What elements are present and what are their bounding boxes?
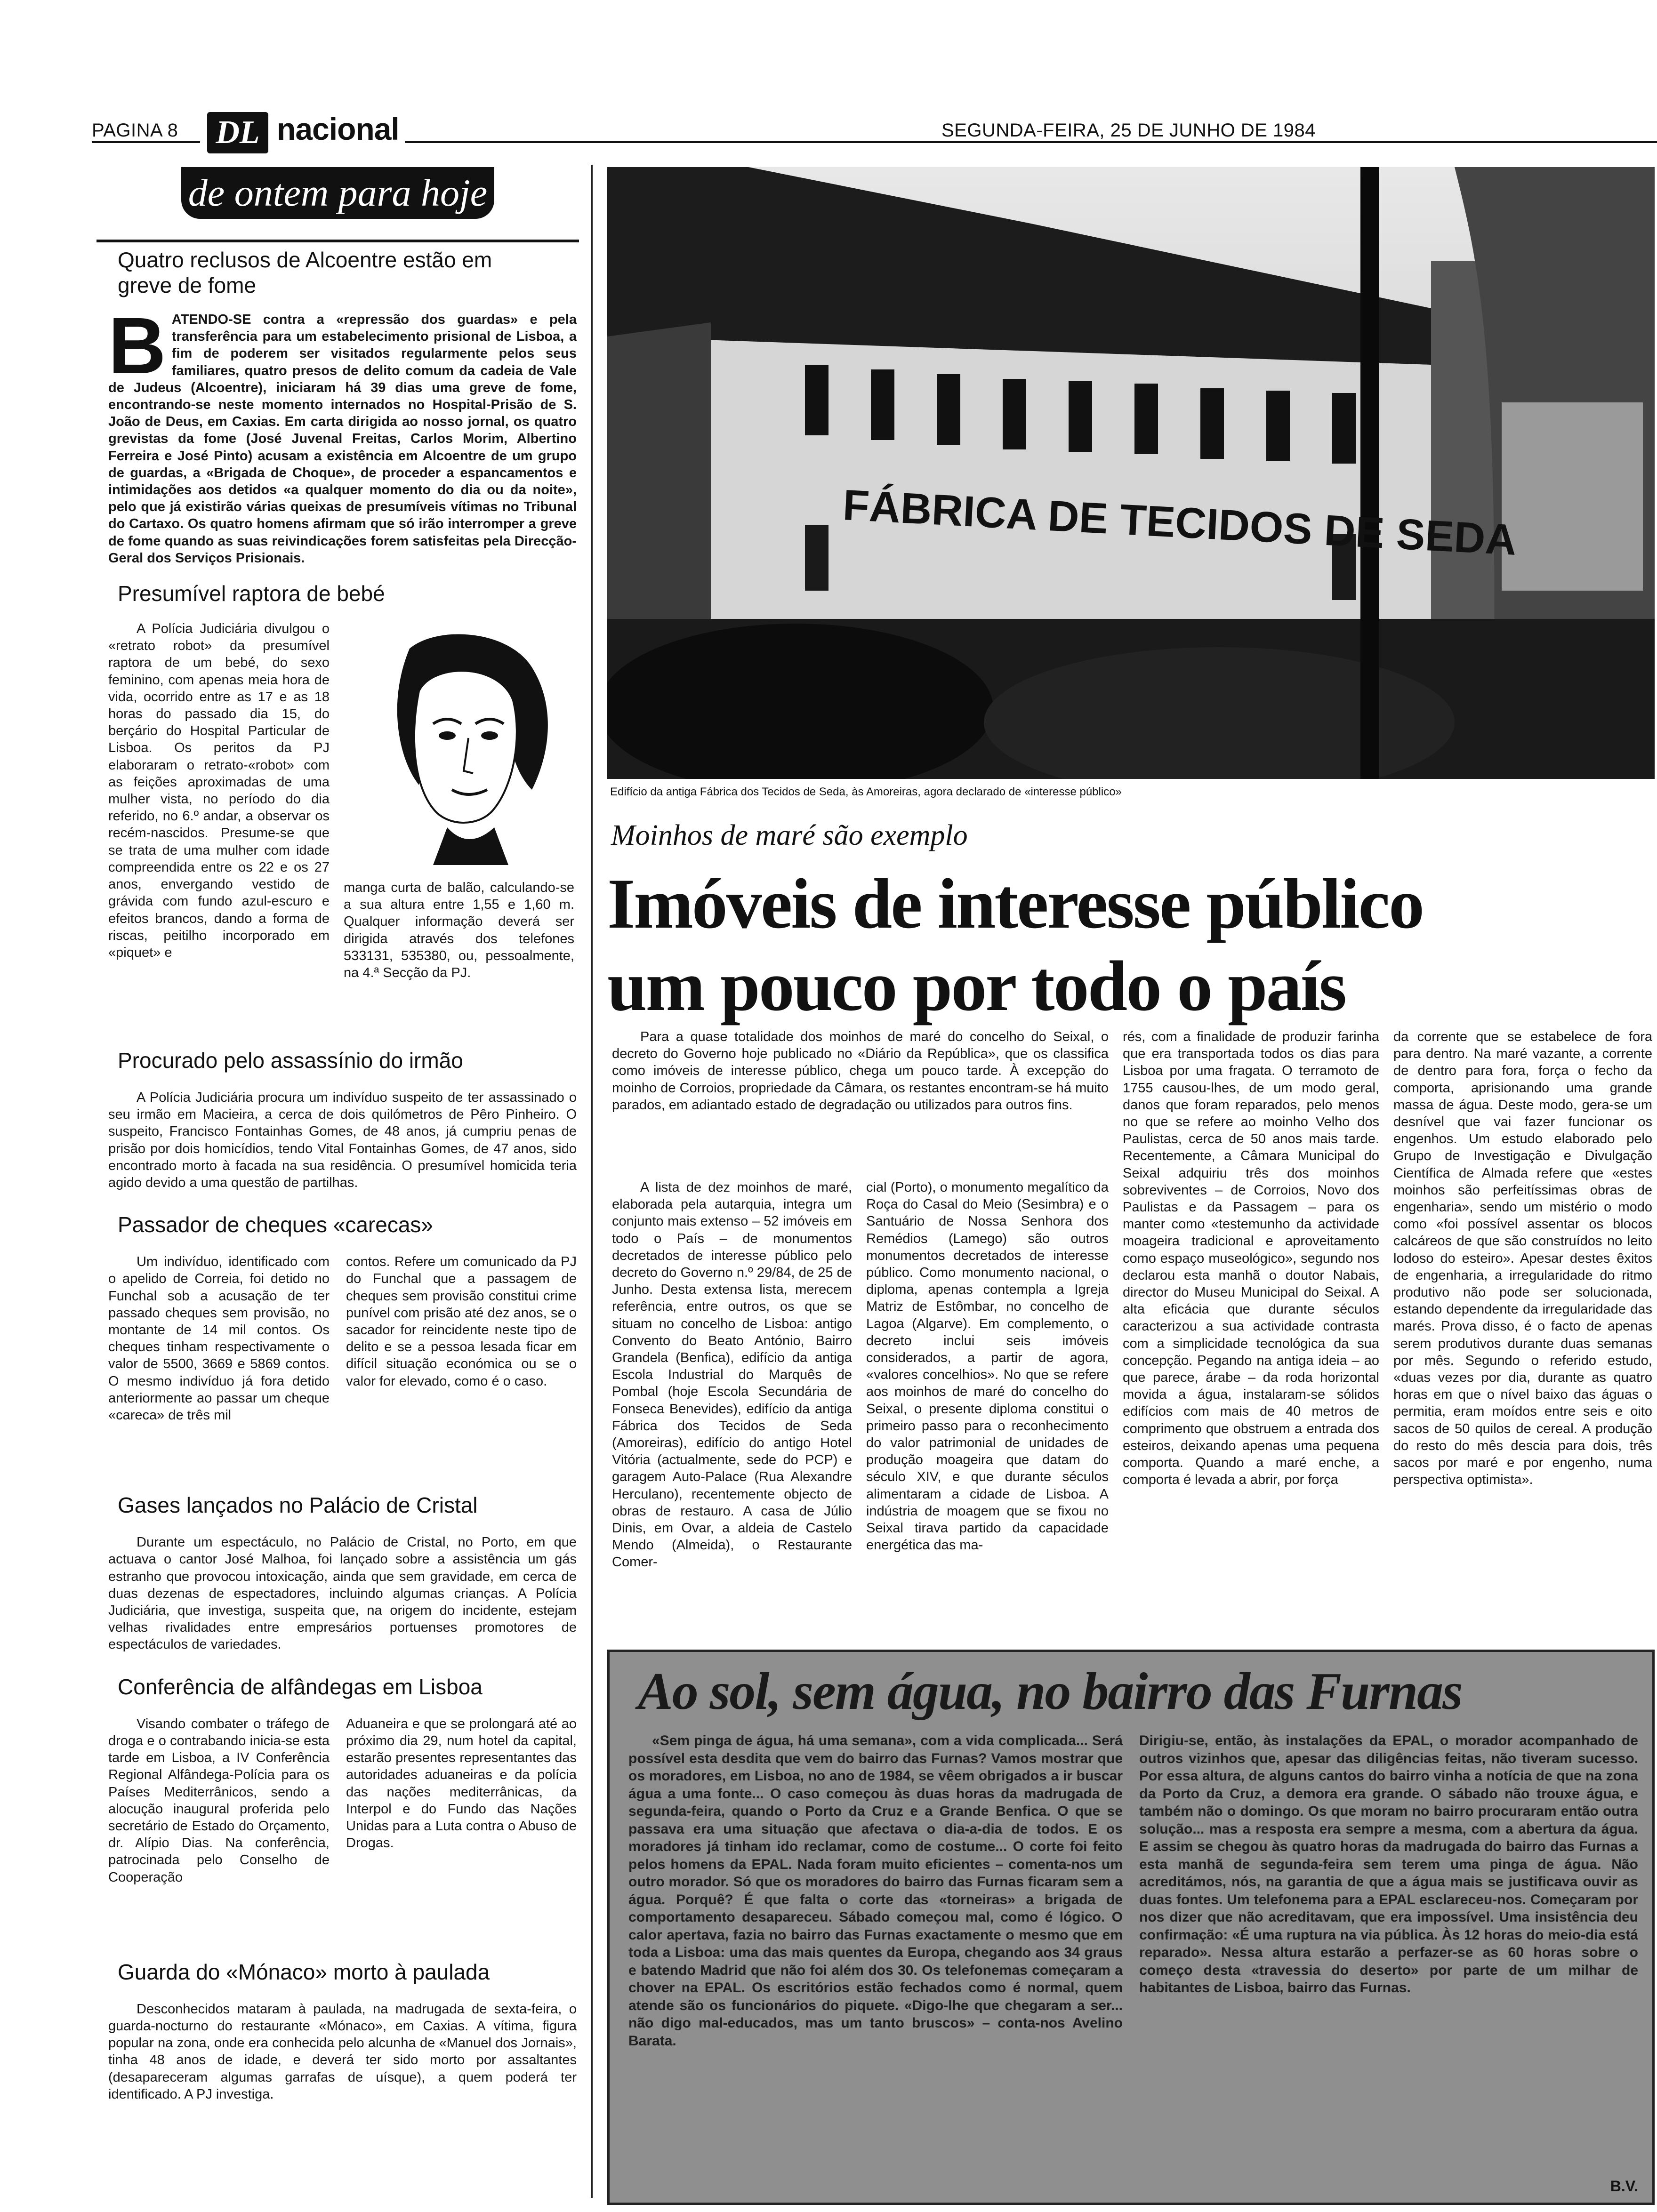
article-title-assassinio: Procurado pelo assassínio do irmão: [118, 1048, 463, 1073]
furnas-signature: B.V.: [1610, 2178, 1638, 2195]
article-title-monaco: Guarda do «Mónaco» morto à paulada: [118, 1959, 490, 1984]
article-text-cheques-b: contos. Refere um comunicado da PJ do Funchal que a passagem de cheques sem provisão constitui crime punível com prisão até dez anos, se o sacador for reincidente neste tipo de delito e se a pessoa lesada ficar em difícil situação económica ou se o valor for elevado, como é o caso.: [346, 1254, 577, 1389]
article-text-gases: Durante um espectáculo, no Palácio de Cristal, no Porto, em que actuava o cantor José Malhoa, foi lançado sobre a assistência um gás estranho que provocou intoxicação, ainda que sem gravidade, em cerca de duas dezenas de espectadores, incluindo algumas crianças. A Polícia Judiciária, que investiga, suspeita que, na origem do incidente, estejam velhas rivalidades entre empresários portuenses promotores de espectáculos de variedades.: [108, 1535, 577, 1652]
main-lead: Para a quase totalidade dos moinhos de maré do concelho do Seixal, o decreto do Governo hoje publicado no «Diário da República», que os classifica como imóveis de interesse público, chega um pouco tarde. À excepção do moinho de Corroios, propriedade da Câmara, os restantes encontram-se há muito parados, em adiantado estado de degradação ou utilizados para outros fins.: [612, 1029, 1109, 1113]
kicker: Moinhos de maré são exemplo: [611, 819, 968, 851]
left-column: [108, 247, 577, 2103]
furnas-title: Ao sol, sem água, no bairro das Furnas: [638, 1662, 1462, 1721]
left-banner-title: de ontem para hoje: [188, 171, 488, 214]
page-number: PAGINA 8: [92, 120, 178, 141]
furnas-col-1: «Sem pinga de água, há uma semana», com a vida complicada... Será possível esta desdita que vem do bairro das Furnas? Vamos mostrar que os moradores, em Lisboa, no ano de 1984, se vêem obrigados a ir buscar água a uma fonte... O caso começou às duas horas da madrugada de segunda-feira, quando o Porto da Cruz e a Grande Benfica. O que se passava era uma situação que afectava o dia-a-dia de todos. E os moradores já tinham ido reclamar, como de costume... O corte foi feito pelos homens da EPAL. Nada foram muito eficientes – comenta-nos um outro morador. Só que os moradores do bairro das Furnas ficaram sem a água. Porquê? É que falta o corte das «torneiras» a brigada de comportamento desapareceu. Sábado começou mal, como é lógico. O calor apertava, fazia no bairro das Furnas exactamente o mesmo que em toda a Lisboa: uma das mais quentes da Europa, chegando aos 34 graus e batendo Madrid que não foi além dos 30. Os telefonemas começaram a chover na EPAL. Os escritórios estão fechados como é normal, quem atende são os funcionários do piquete. «Digo-lhe que chegaram a ser... não digo mal-educados, mas um tanto bruscos» – conta-nos Avelino Barata.: [628, 1733, 1123, 2049]
furnas-col-2: Dirigiu-se, então, às instalações da EPAL, o morador acompanhado de outros vizinhos que, apesar das diligências feitas, não tiveram sucesso. Por essa altura, de alguns cantos do bairro vinha a notícia de que na zona da Porto da Cruz, a demora era grande. O sábado não trouxe água, e também não o domingo. Os que moram no bairro procuraram então outra solução... mas a resposta era sempre a mesma, com a abertura da água. E assim se chegou às quatro horas da madrugada do bairro das Furnas a esta manhã de segunda-feira sem terem uma pinga de água. Não acreditámos, nós, na garantia de que a água mais se justificava ouvir as duas fontes. Um telefonema para a EPAL esclareceu-nos. Começaram por nos dizer que não acreditavam, que era impossível. Uma insistência deu confirmação: «É uma ruptura na via pública. Às 12 horas do meio-dia está reparado». Nessa altura estarão a perfazer-se as 60 horas sobre o começo desta «travessia do deserto» por parte de um milhar de habitantes de Lisboa, bairro das Furnas.: [1139, 1733, 1638, 1996]
article-title-alfandegas: Conferência de alfândegas em Lisboa: [118, 1674, 483, 1699]
section-name: nacional: [277, 112, 399, 146]
article-text-assassinio: A Polícia Judiciária procura um indivíduo suspeito de ter assassinado o seu irmão em Macieira, a cerca de dois quilómetros de Pêro Pinheiro. O suspeito, Francisco Fontainhas Gomes, de 48 anos, já cumpriu penas de prisão por dois homicídios, tendo Vital Fontainhas Gomes, de 47 anos, sido encontrado morto à facada na sua residência. O presumível homicida teria agido devido a uma questão de partilhas.: [108, 1090, 577, 1191]
header-rule-right: [405, 141, 1657, 143]
headline-line-1: Imóveis de interesse público: [607, 864, 1423, 943]
furnas-box: [607, 1650, 1655, 2205]
article-text-alfandegas-b: Aduaneira e que se prolongará até ao próximo dia 29, num hotel da capital, estarão presentes representantes das autoridades aduaneiras e da polícia das nações mediterrânicas, da Interpol e do Fundo das Nações Unidas para a Luta contra o Abuso de Drogas.: [346, 1716, 577, 1851]
article-text-raptora-a: A Polícia Judiciária divulgou o «retrato robot» da presumível raptora de um bebé, do sexo feminino, com apenas meia hora de vida, ocorrido entre as 17 e as 18 horas do passado dia 15, do berçário do Hospital Particular de Lisboa. Os peritos da PJ elaboraram o retrato-«robot» com as feições aproximadas de uma mulher vista, no período do dia referido, no 6.º andar, a observar os recém-nascidos. Presume-se que se trata de uma mulher com idade compreendida entre os 22 e os 27 anos, envergando vestido de grávida com fundo azul-escuro e efeitos brancos, dando a forma de riscas, peitilho incorporado em «piquet» e: [108, 621, 330, 960]
article-cheques: [108, 1253, 577, 1484]
robot-portrait: [353, 630, 570, 865]
article-alfandegas: [108, 1715, 577, 1951]
logo-letters: DL: [216, 114, 260, 151]
article-title-raptora: Presumível raptora de bebé: [118, 581, 385, 606]
main-col-2: cial (Porto), o monumento megalítico da Roça do Casal do Meio (Sesimbra) e o Santuário de Nossa Senhora dos Remédios (Lamego) são outros monumentos decretados de interesse público. Como monumento nacional, o diploma, apenas contempla a Igreja Matriz de Estômbar, no concelho de Lagoa (Algarve). Em complemento, o decreto inclui seis imóveis considerados, a partir de agora, «valores concelhios». No que se refere aos moinhos de maré do concelho do Seixal, o presente diploma constitui o primeiro passo para o reconhecimento do valor patrimonial de unidades de produção moageira que datam do século XIV, e que durante séculos alimentaram a cidade de Lisboa. A indústria de moagem que se fixou no Seixal tirava partido da capacidade energética das ma-: [866, 1180, 1109, 1553]
article-raptora: [108, 620, 577, 1034]
column-divider: [591, 165, 593, 2198]
article-alcoentre: [108, 301, 577, 567]
article-title-alcoentre: Quatro reclusos de Alcoentre estão em greve de fome: [118, 248, 492, 297]
main-col-1: A lista de dez moinhos de maré, elaborada pela autarquia, integra um conjunto mais extenso – 52 imóveis em todo o País – de monumentos decretados de interesse público pelo decreto do Governo n.º 29/84, de 25 de Junho. Desta extensa lista, merecem referência, entre outros, os que se situam no concelho de Lisboa: antigo Convento do Beato António, Bairro Grandela (Benfica), edifício da antiga Escola Industrial do Marquês de Pombal (hoje Escola Secundária de Fonseca Benevides), edifício da antiga Fábrica dos Tecidos de Seda (Amoreiras), edifício do antigo Hotel Vitória (actualmente, sede do PCP) e garagem Auto-Palace (Rua Alexandre Herculano), recentemente objecto de obras de restauro. A casa de Júlio Dinis, em Ovar, a aldeia de Castelo Mendo (Almeida), o Restaurante Comer-: [612, 1180, 852, 1570]
page-date: SEGUNDA-FEIRA, 25 DE JUNHO DE 1984: [941, 120, 1316, 141]
article-title-cheques: Passador de cheques «carecas»: [118, 1212, 433, 1237]
photo-sign: FÁBRICA DE TECIDOS DE SEDA: [841, 481, 1518, 564]
headline-line-2: um pouco por todo o país: [607, 946, 1346, 1026]
drop-cap: B: [108, 301, 166, 391]
newspaper-logo: [207, 112, 268, 153]
article-text-cheques-a: Um indivíduo, identificado com o apelido de Correia, foi detido no Funchal sob a acusação de ter passado cheques sem provisão, no montante de 14 mil contos. Os cheques tinham respectivamente o valor de 5500, 3669 e 5869 contos. O mesmo indivíduo já fora detido anteriormente ao passar um cheque «careca» de três mil: [108, 1254, 330, 1423]
article-text-monaco: Desconhecidos mataram à paulada, na madrugada de sexta-feira, o guarda-nocturno do restaurante «Mónaco», em Caxias. A vítima, figura popular na zona, onde era conhecida pelo alcunha de «Manuel dos Jornais», tinha 48 anos de idade, e deverá ter sido morto por assaltantes (desapareceram algumas garrafas de uísque), a quem poderá ter identificado. A PJ investiga.: [108, 2001, 577, 2102]
factory-photo-drawing: [607, 167, 1655, 779]
photo-caption: Edifício da antiga Fábrica dos Tecidos de Seda, às Amoreiras, agora declarado de «interesse público»: [610, 785, 1122, 798]
article-text-raptora-b: manga curta de balão, calculando-se a sua altura entre 1,55 e 1,60 m. Qualquer informação deverá ser dirigida através dos telefones 533131, 535380, ou, pessoalmente, na 4.ª Secção da PJ.: [344, 880, 574, 981]
factory-photo: [607, 167, 1655, 779]
main-col-4: da corrente que se estabelece de fora para dentro. Na maré vazante, a corrente de dentro para fora, força o fecho da comporta, aprisionando uma grande massa de água. Deste modo, gera-se um desnível que vai fazer funcionar os engenhos. Um estudo elaborado pelo Grupo de Investigação e Divulgação Científica de Almada refere que «estes moinhos são perfeitíssimas obras de engenharia», sendo um mistério o modo como «foi possível assentar os blocos calcáreos de que são construídos no leito lodoso do esteiro». Apesar destes êxitos de engenharia, a irregularidade do ritmo produtivo não pode ser solucionada, estando dependente da irregularidade das marés. Prova disso, é o facto de apenas serem produtivos durante duas semanas por mês. Segundo o referido estudo, «duas vezes por dia, durante as quatro horas em que o nível baixo das águas o permitia, eram moídos entre seis e oito sacos de 50 quilos de cereal. A produção do resto do mês descia para dois, três sacos por maré e por engenho, numa perspectiva optimista».: [1393, 1029, 1652, 1488]
left-banner: [97, 167, 579, 242]
header-rule-left: [92, 141, 200, 143]
article-text-alcoentre: ATENDO-SE contra a «repressão dos guardas» e pela transferência para um estabelecimento prisional de Lisboa, a fim de poderem ser visitados regularmente pelos seus familiares, quatro presos de delito comum da cadeia de Vale de Judeus (Alcoentre), iniciaram há 39 dias uma greve de fome, encontrando-se neste momento internados no Hospital-Prisão de S. João de Deus, em Caxias. Em carta dirigida ao nosso jornal, os quatro grevistas da fome (José Juvenal Freitas, Carlos Morim, Albertino Ferreira e José Pinto) acusam a existência em Alcoentre de um grupo de guardas, a «Brigada de Choque», de proceder a espancamentos e intimidações aos detidos «a qualquer momento do dia ou da noite», pelo que já existirão várias queixas de presumíveis vítimas no Tribunal do Cartaxo. Os quatro homens afirmam que só irão interromper a greve de fome quando as suas reivindicações forem satisfeitas pela Direcção-Geral dos Serviços Prisionais.: [108, 312, 577, 566]
article-text-alfandegas-a: Visando combater o tráfego de droga e o contrabando inicia-se esta tarde em Lisboa, a IV Conferência Regional Alfândega-Polícia para os Países Mediterrânicos, sendo a alocução inaugural proferida pelo secretário de Estado do Orçamento, dr. Alípio Dias. Na conferência, patrocinada pelo Conselho de Cooperação: [108, 1716, 330, 1885]
article-title-gases: Gases lançados no Palácio de Cristal: [118, 1493, 478, 1518]
main-col-3: rés, com a finalidade de produzir farinha que era transportada todos os dias para Lisboa por uma fragata. O terramoto de 1755 causou-lhes, de um modo geral, danos que foram reparados, pelo menos no que se refere ao moinho Velho dos Paulistas, cerca de 50 anos mais tarde. Recentemente, a Câmara Municipal do Seixal adquiriu três dos moinhos sobreviventes – de Corroios, Novo dos Paulistas e da Passagem – para os manter como «testemunho da actividade moageira tradicional e aproveitamento como espaço museológico», segundo nos declarou esta manhã o doutor Nabais, director do Museu Municipal do Seixal. A alta eficácia que durante séculos caracterizou a sua actividade contrasta com a simplicidade tecnológica da sua concepção. Pegando na antiga ideia – ao que parece, árabe – da roda horizontal movida a água, instalaram-se sólidos edifícios com mais de 40 metros de comprimento que obstruem a entrada dos esteiros, deixando apenas uma pequena comporta. Quando a maré enche, a comporta é levada a abrir, por força: [1123, 1029, 1379, 1488]
